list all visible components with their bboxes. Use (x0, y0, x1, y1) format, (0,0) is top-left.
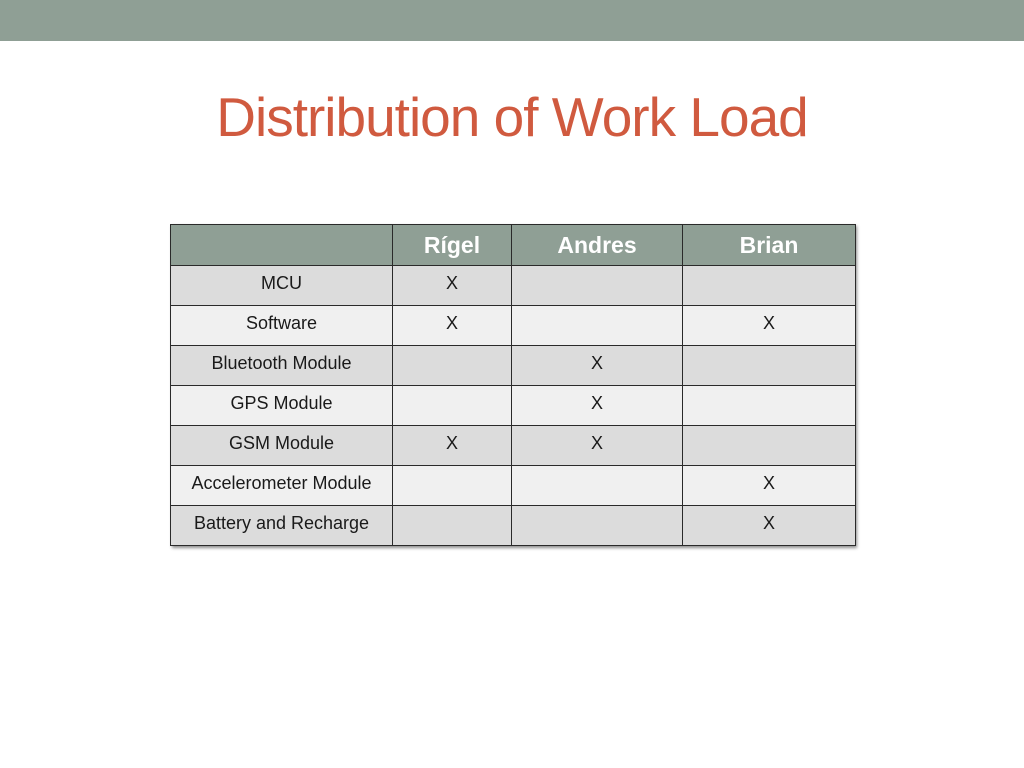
row-label: Accelerometer Module (171, 466, 393, 506)
cell-andres: X (512, 386, 683, 426)
header-cell-brian: Brian (683, 225, 856, 266)
header-cell-empty (171, 225, 393, 266)
cell-brian: X (683, 506, 856, 546)
cell-andres (512, 506, 683, 546)
table-row (171, 466, 856, 506)
cell-rigel: X (393, 306, 512, 346)
cell-rigel: X (393, 426, 512, 466)
cell-brian (683, 266, 856, 306)
table-row (171, 266, 856, 306)
cell-rigel (393, 466, 512, 506)
cell-brian: X (683, 306, 856, 346)
row-label: GPS Module (171, 386, 393, 426)
cell-andres (512, 306, 683, 346)
row-label: MCU (171, 266, 393, 306)
work-load-table (170, 224, 856, 546)
cell-brian: X (683, 466, 856, 506)
table-header-row (171, 225, 856, 266)
row-label: Bluetooth Module (171, 346, 393, 386)
cell-rigel (393, 346, 512, 386)
table-row (171, 346, 856, 386)
cell-brian (683, 346, 856, 386)
row-label: GSM Module (171, 426, 393, 466)
row-label: Battery and Recharge (171, 506, 393, 546)
header-cell-andres: Andres (512, 225, 683, 266)
row-label: Software (171, 306, 393, 346)
cell-brian (683, 386, 856, 426)
header-cell-rigel: Rígel (393, 225, 512, 266)
top-accent-band (0, 0, 1024, 41)
cell-rigel (393, 386, 512, 426)
table-row (171, 386, 856, 426)
cell-andres: X (512, 426, 683, 466)
table-row (171, 426, 856, 466)
slide-title: Distribution of Work Load (216, 86, 808, 148)
cell-andres (512, 266, 683, 306)
cell-andres (512, 466, 683, 506)
table-row (171, 506, 856, 546)
work-load-table-container (170, 224, 855, 546)
cell-rigel (393, 506, 512, 546)
cell-rigel: X (393, 266, 512, 306)
table-row (171, 306, 856, 346)
cell-brian (683, 426, 856, 466)
cell-andres: X (512, 346, 683, 386)
